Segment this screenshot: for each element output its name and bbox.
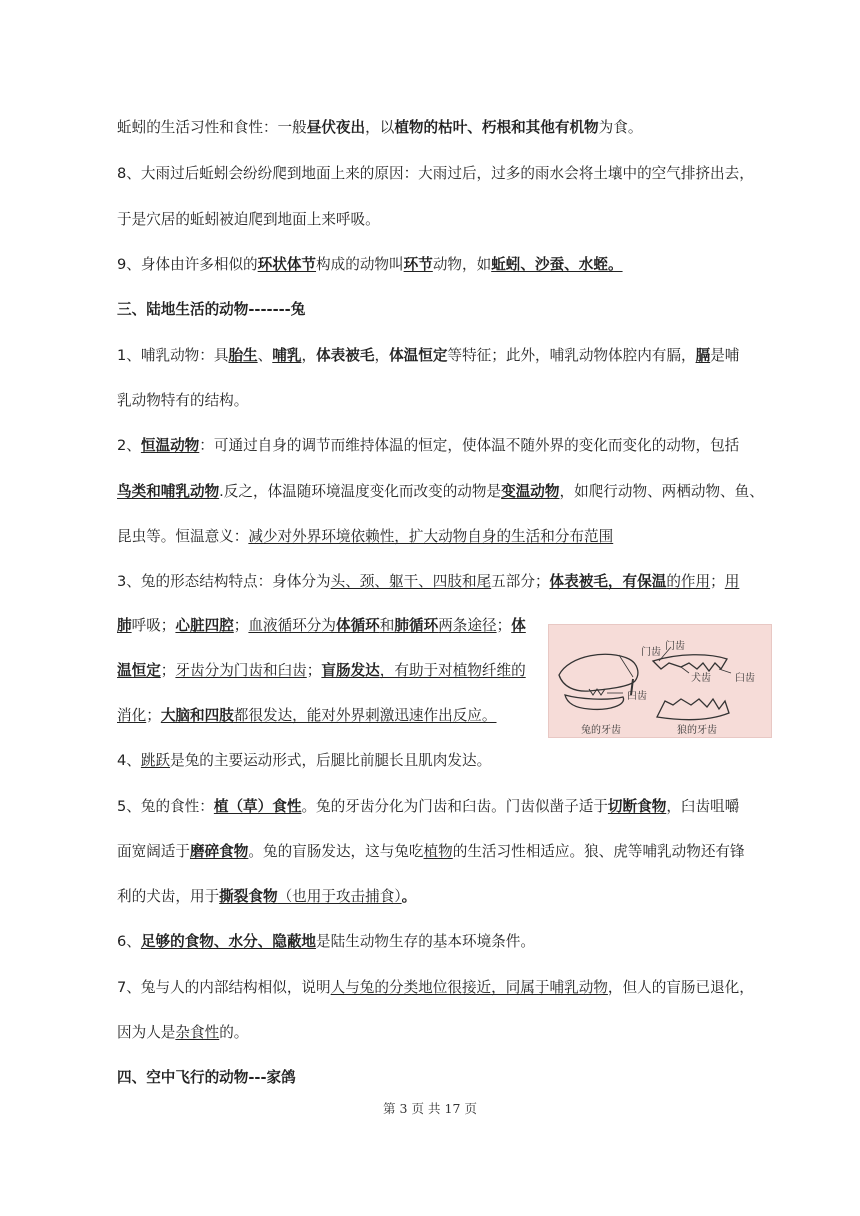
current-page-number: 3 [399,1101,408,1116]
bold-underlined-term: 哺乳 [272,347,302,364]
footer-text: 共 [428,1101,441,1116]
text-line-16 [117,797,739,817]
bold-underlined-term: 蚯蚓、沙蚕、水蛭。 [491,256,623,273]
underlined-text: 头、颈、躯干、四肢和尾 [330,573,492,590]
rabbit-jaw-outline [565,695,624,709]
bold-underlined-term: 盲肠发达 [321,662,380,679]
text: ； [233,617,249,634]
bold-underlined-term: 体 [511,617,526,634]
bold-underlined-term: 变温动物 [501,483,560,500]
label-molar-left: 臼齿 [627,691,647,702]
total-page-count: 17 [444,1101,461,1116]
text: ； [496,617,512,634]
text: ； [306,662,322,679]
bold-underlined-term: 环节 [403,256,433,273]
text-line-17 [117,842,745,862]
text: ， [374,347,390,364]
underlined-text: 都很发达，能对外界刺激迅速作出反应。 [233,707,497,724]
underlined-text: 的作用 [666,573,711,590]
footer-text: 页 [411,1101,425,1116]
text: 的生活习性相适应。狼、虎等哺乳动物还有锋 [452,843,745,860]
bold-underlined-term: 环状体节 [257,256,317,273]
caption-rabbit-teeth: 兔的牙齿 [581,725,621,736]
text: 为食。 [598,119,643,136]
text-line-13 [117,661,526,681]
text: 于是穴居的蚯蚓被迫爬到地面上来呼吸。 [117,211,380,228]
text: 、 [257,347,273,364]
underlined-text: 和 [379,617,395,634]
section-heading-4 [117,1068,296,1088]
text: 昆虫等。恒温意义： [117,528,249,545]
wolf-upper-jaw [653,655,727,671]
bold-underlined-term: 切断食物 [607,798,667,815]
text-line-3 [117,210,380,230]
underlined-text: 牙齿分为门齿和臼齿 [175,662,307,679]
rabbit-skull-outline [559,654,638,691]
bold-underlined-term: 胎生 [228,347,258,364]
text: 因为人是 [117,1024,176,1041]
text-line-9 [117,482,764,502]
text: 利的犬齿，用于 [117,888,220,905]
bold-term: 植物的枯叶、朽根和其他有机物 [394,119,599,136]
text: 是陆生动物生存的基本环境条件。 [316,933,535,950]
bold-term: 体温恒定 [389,347,448,364]
text: ，臼齿咀嚼 [666,798,740,815]
label-incisor-left: 门齿 [641,647,661,658]
bold-term: 。 [401,888,417,905]
text-line-12 [117,616,526,636]
text: 构成的动物叫 [316,256,404,273]
underlined-text: 跳跃 [140,752,171,769]
bold-underlined-term: 磨碎食物 [189,843,249,860]
text: 1、哺乳动物：具 [117,347,229,364]
text: 面宽阔适于 [117,843,190,860]
text: 6、 [117,933,141,950]
bold-underlined-term: 撕裂食物 [219,888,278,905]
bold-underlined-term: 鸟类和哺乳动物 [117,483,220,500]
bold-underlined-term: 肺循环 [394,617,439,634]
bold-underlined-term: 恒温动物 [140,437,200,454]
text-line-14 [117,706,497,726]
text: 3、兔的形态结构特点：身体分为 [117,573,331,590]
underlined-text: 两条途径 [438,617,497,634]
bold-underlined-term: 温恒定 [117,662,161,679]
text: 是兔的主要运动形式，后腿比前腿长且肌肉发达。 [170,752,492,769]
wolf-lower-jaw [657,699,729,720]
text: 2、 [117,437,141,454]
underlined-text: 用 [724,573,740,590]
text: 是哺 [710,347,740,364]
label-molar-right: 臼齿 [735,673,755,684]
section-heading-3 [117,300,305,320]
label-canine: 犬齿 [691,673,711,684]
underlined-text: 植物 [423,843,453,860]
text: .反之，体温随环境温度变化而改变的动物是 [219,483,502,500]
text-line-1 [117,118,642,138]
text: 乳动物特有的结构。 [117,392,249,409]
text: ：可通过自身的调节而维持体温的恒定，使体温不随外界的变化而变化的动物，包括 [199,437,740,454]
teeth-illustration [548,624,772,738]
text-line-4 [117,255,623,275]
underlined-text: 杂食性 [175,1024,220,1041]
text: 蚯蚓的生活习性和食性：一般 [117,119,307,136]
underlined-text: 血液循环分为 [248,617,336,634]
text: ； [710,573,725,590]
bold-underlined-term: 心脏四腔 [175,617,234,634]
underlined-text: ，有助于对植物纤维的 [379,662,526,679]
underlined-text: 人与兔的分类地位很接近，同属于哺乳动物 [330,979,608,996]
bold-underlined-term: 大脑和四肢 [160,707,234,724]
text: 五部分； [491,573,550,590]
text: 的。 [219,1024,249,1041]
text-line-15 [117,751,491,771]
text: ，以 [365,119,395,136]
text: 。兔的盲肠发达，这与兔吃 [248,843,424,860]
label-incisor-right: 门齿 [665,641,685,652]
text: 等特征；此外，哺乳动物体腔内有膈， [447,347,696,364]
text: 4、 [117,752,141,769]
underlined-text: （也用于攻击捕食） [277,888,402,905]
heading-text: 四、空中飞行的动物---家鸽 [117,1069,296,1086]
text-line-2 [117,164,754,184]
footer-text: 页 [464,1101,477,1116]
text: 动物，如 [432,256,492,273]
bold-underlined-term: 膈 [695,347,711,364]
underlined-text: 减少对外界环境依赖性，扩大动物自身的生活和分布范围 [248,528,614,545]
bold-underlined-term: 体表被毛，有保温 [549,573,667,590]
text: ； [146,707,161,724]
bold-underlined-term: 肺 [117,617,132,634]
text-line-18 [117,887,416,907]
bold-term: 昼伏夜出 [306,119,366,136]
text-line-6 [117,346,739,366]
text: 呼吸； [131,617,176,634]
bold-underlined-term: 足够的食物、水分、隐蔽地 [140,933,317,950]
text: 9、身体由许多相似的 [117,256,258,273]
text-line-7 [117,391,248,411]
bold-underlined-term: 体循环 [335,617,380,634]
text-line-8 [117,436,739,456]
caption-wolf-teeth: 狼的牙齿 [677,725,717,736]
text: 7、兔与人的内部结构相似，说明 [117,979,331,996]
text: 。兔的牙齿分化为门齿和臼齿。门齿似凿子适于 [301,798,608,815]
text: 8、大雨过后蚯蚓会纷纷爬到地面上来的原因：大雨过后，过多的雨水会将土壤中的空气排挤出去， [117,165,754,182]
text: ，但人的盲肠已退化， [607,979,754,996]
bold-underlined-term: 植（草）食性 [213,798,302,815]
page-footer [0,1099,860,1117]
underlined-text: 消化 [117,707,147,724]
text-line-19 [117,932,535,952]
text-line-21 [117,1023,248,1043]
text-line-20 [117,978,754,998]
text: 5、兔的食性： [117,798,214,815]
text: ， [301,347,317,364]
text: ，如爬行动物、两栖动物、鱼、 [559,483,764,500]
text: ； [160,662,176,679]
text-line-10 [117,527,613,547]
text-line-11 [117,572,739,592]
bold-term: 体表被毛 [316,347,375,364]
footer-text: 第 [383,1101,396,1116]
heading-text: 三、陆地生活的动物-------兔 [117,301,306,318]
